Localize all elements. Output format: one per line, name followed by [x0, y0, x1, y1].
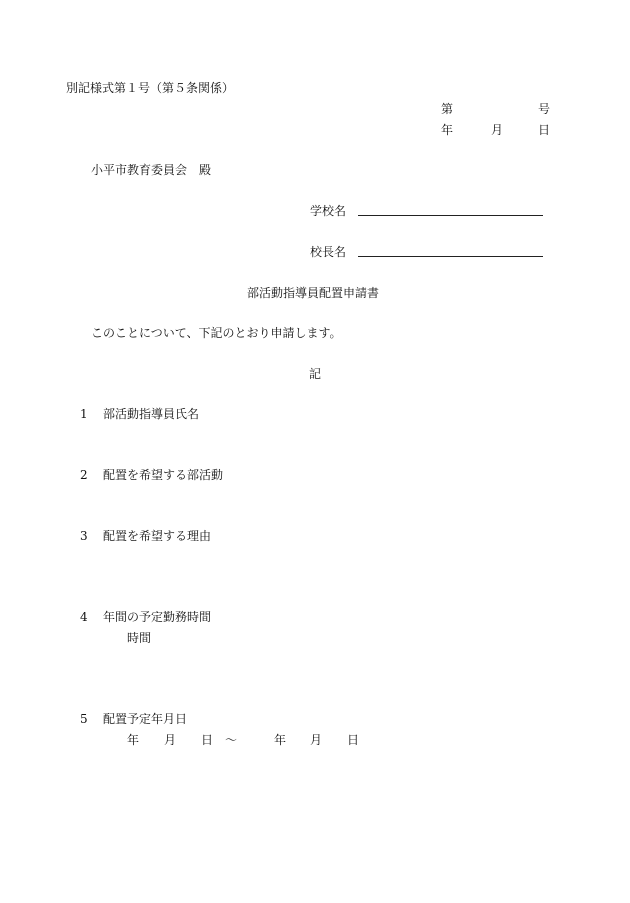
- principal-name-label: 校長名: [310, 245, 347, 259]
- item-2-label: 配置を希望する部活動: [103, 468, 224, 482]
- doc-number-prefix: 第: [441, 102, 454, 116]
- start-day: 日: [201, 733, 214, 747]
- item-2-number: 2: [80, 468, 88, 482]
- item-4-number: 4: [80, 610, 88, 624]
- date-month: 月: [491, 123, 504, 137]
- school-name-label: 学校名: [310, 204, 347, 218]
- item-3-number: 3: [80, 529, 88, 543]
- principal-name-line[interactable]: [358, 256, 543, 257]
- item-4-label: 年間の予定勤務時間: [103, 610, 212, 624]
- item-5-label: 配置予定年月日: [103, 712, 188, 726]
- item-1-number: 1: [80, 407, 88, 421]
- addressee: 小平市教育委員会 殿: [91, 163, 212, 177]
- end-day: 日: [347, 733, 360, 747]
- date-year: 年: [441, 123, 454, 137]
- period-tilde: ～: [225, 733, 238, 747]
- start-month: 月: [164, 733, 177, 747]
- doc-number-suffix: 号: [538, 102, 551, 116]
- intro-text: このことについて、下記のとおり申請します。: [91, 326, 342, 340]
- form-label: 別記様式第１号（第５条関係）: [66, 81, 235, 95]
- ki-heading: 記: [309, 367, 322, 381]
- date-day: 日: [538, 123, 551, 137]
- item-3-label: 配置を希望する理由: [103, 529, 212, 543]
- end-year: 年: [274, 733, 287, 747]
- item-1-label: 部活動指導員氏名: [103, 407, 200, 421]
- item-5-number: 5: [80, 712, 88, 726]
- item-4-hours-unit: 時間: [127, 631, 152, 645]
- school-name-line[interactable]: [358, 215, 543, 216]
- document-title: 部活動指導員配置申請書: [247, 286, 380, 300]
- start-year: 年: [127, 733, 140, 747]
- end-month: 月: [310, 733, 323, 747]
